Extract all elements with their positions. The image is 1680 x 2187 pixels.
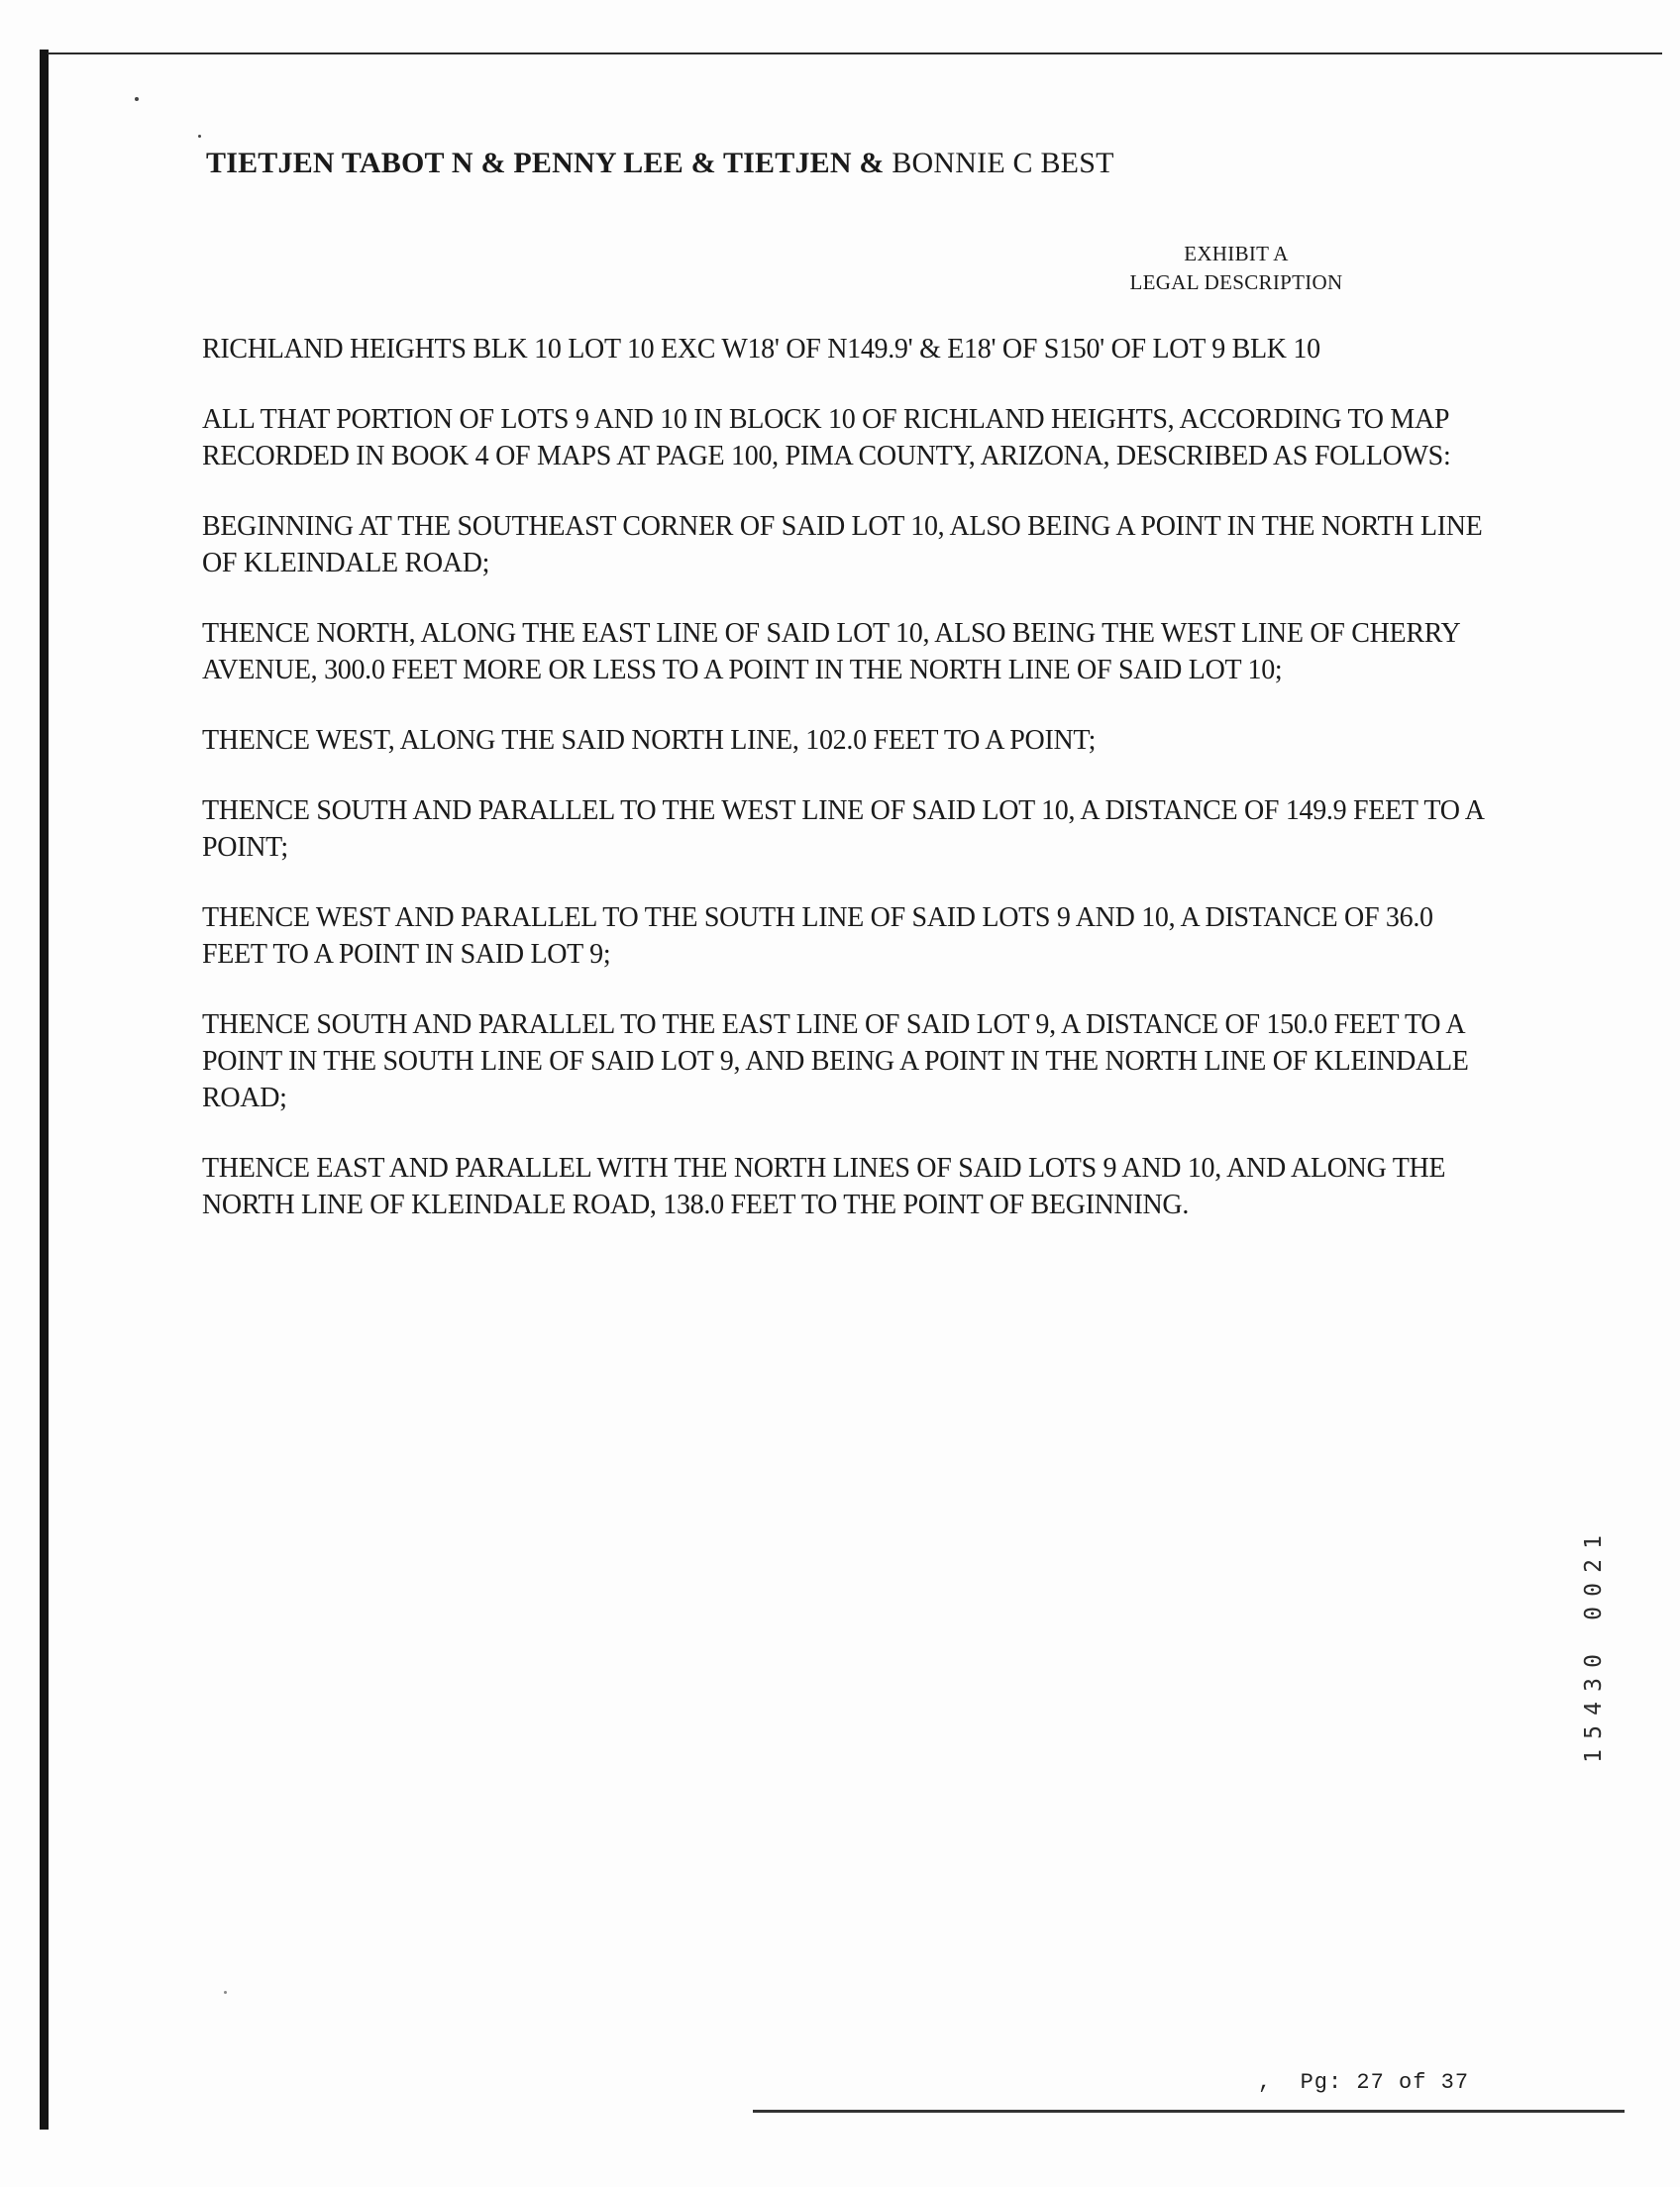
legal-paragraph: THENCE EAST AND PARALLEL WITH THE NORTH LINES OF SAID LOTS 9 AND 10, AND ALONG THE NORTH LINE OF KLEINDALE ROAD, 138.0 FEET TO THE POINT OF BEGINNING. (202, 1153, 1446, 1220)
stamp-char: 2 (1580, 1559, 1607, 1573)
stamp-char: 1 (1580, 1535, 1607, 1549)
stamp-char: 4 (1580, 1702, 1607, 1716)
scan-top-edge (48, 52, 1662, 54)
stamp-char: 3 (1580, 1678, 1607, 1692)
page-number-footer: , Pg: 27 of 37 (1258, 2070, 1470, 2095)
owner-names (206, 147, 1114, 180)
scan-speck (135, 97, 139, 101)
legal-paragraph: THENCE SOUTH AND PARALLEL TO THE WEST LINE OF SAID LOT 10, A DISTANCE OF 149.9 FEET TO A POINT; (202, 795, 1484, 863)
stamp-char (1582, 1630, 1606, 1644)
owner-names-regular: BONNIE C BEST (892, 147, 1114, 179)
stamp-char: 1 (1580, 1749, 1607, 1763)
scan-speck (198, 135, 201, 138)
legal-paragraph: ALL THAT PORTION OF LOTS 9 AND 10 IN BLOCK 10 OF RICHLAND HEIGHTS, ACCORDING TO MAP RECORDED IN BOOK 4 OF MAPS AT PAGE 100, PIMA COUNTY, ARIZONA, DESCRIBED AS FOLLOWS: (202, 404, 1451, 471)
stamp-char: 0 (1580, 1654, 1607, 1668)
stamp-char: 5 (1580, 1725, 1607, 1739)
scan-speck (224, 1991, 227, 1994)
legal-paragraph: THENCE WEST AND PARALLEL TO THE SOUTH LINE OF SAID LOTS 9 AND 10, A DISTANCE OF 36.0 FEET TO A POINT IN SAID LOT 9; (202, 902, 1433, 970)
exhibit-title: EXHIBIT A (1184, 242, 1289, 265)
legal-paragraph: THENCE NORTH, ALONG THE EAST LINE OF SAID LOT 10, ALSO BEING THE WEST LINE OF CHERRY AVENUE, 300.0 FEET MORE OR LESS TO A POINT IN THE NORTH LINE OF SAID LOT 10; (202, 618, 1460, 685)
legal-paragraph: THENCE WEST, ALONG THE SAID NORTH LINE, 102.0 FEET TO A POINT; (202, 725, 1097, 756)
legal-paragraph: RICHLAND HEIGHTS BLK 10 LOT 10 EXC W18' OF N149.9' & E18' OF S150' OF LOT 9 BLK 10 (202, 334, 1320, 364)
recording-stamp-vertical (1580, 1530, 1607, 1857)
stamp-char: 0 (1580, 1607, 1607, 1620)
legal-description-body (202, 331, 1490, 1257)
owner-names-bold: TIETJEN TABOT N & PENNY LEE & TIETJEN & (206, 147, 885, 179)
legal-paragraph: THENCE SOUTH AND PARALLEL TO THE EAST LINE OF SAID LOT 9, A DISTANCE OF 150.0 FEET TO A POINT IN THE SOUTH LINE OF SAID LOT 9, AND BEING A POINT IN THE NORTH LINE OF KLEINDALE ROAD; (202, 1009, 1469, 1113)
scan-edge-bar (40, 50, 49, 2130)
stamp-char: 0 (1580, 1583, 1607, 1597)
exhibit-subtitle: LEGAL DESCRIPTION (1129, 270, 1343, 294)
legal-paragraph: BEGINNING AT THE SOUTHEAST CORNER OF SAID LOT 10, ALSO BEING A POINT IN THE NORTH LINE OF KLEINDALE ROAD; (202, 511, 1483, 578)
footer-rule (753, 2110, 1625, 2113)
